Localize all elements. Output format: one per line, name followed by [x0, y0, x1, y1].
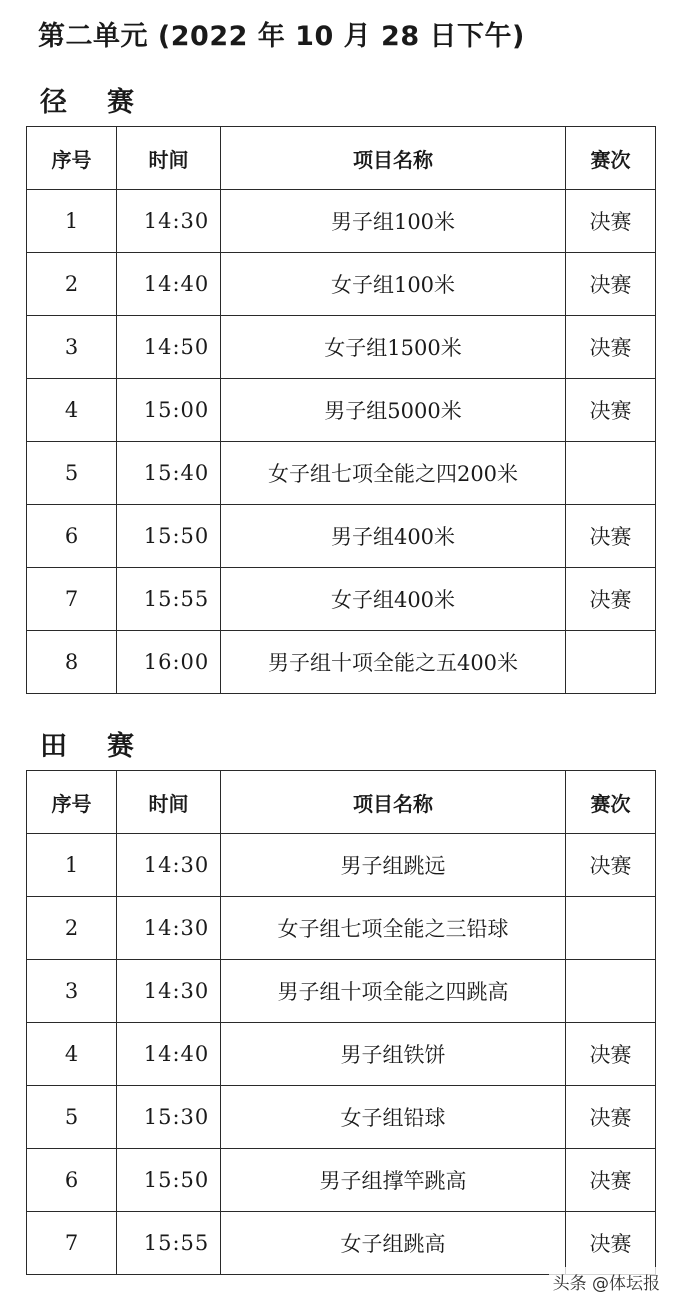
cell-seq: 1 [27, 190, 117, 253]
track-section-title: 径赛 [40, 87, 174, 118]
header-event-name: 项目名称 [221, 127, 566, 190]
field-section-title: 田赛 [40, 731, 174, 762]
cell-event-name: 女子组1500米 [221, 316, 566, 379]
table-row [27, 190, 656, 253]
cell-seq: 4 [27, 1023, 117, 1086]
table-row [27, 834, 656, 897]
table-header-row [27, 771, 656, 834]
cell-round: 决赛 [566, 253, 656, 316]
table-row [27, 897, 656, 960]
field-schedule-table [26, 770, 656, 1275]
table-row [27, 631, 656, 694]
cell-seq: 6 [27, 505, 117, 568]
cell-event-name: 男子组跳远 [221, 834, 566, 897]
cell-round: 决赛 [566, 190, 656, 253]
cell-event-name: 男子组铁饼 [221, 1023, 566, 1086]
cell-event-name: 女子组七项全能之四200米 [221, 442, 566, 505]
header-seq: 序号 [27, 127, 117, 190]
cell-round [566, 631, 656, 694]
table-header-row [27, 127, 656, 190]
table-row [27, 568, 656, 631]
cell-round: 决赛 [566, 1023, 656, 1086]
cell-time: 15:40 [117, 442, 221, 505]
cell-seq: 2 [27, 897, 117, 960]
cell-time: 14:50 [117, 316, 221, 379]
cell-event-name: 女子组100米 [221, 253, 566, 316]
table-row [27, 316, 656, 379]
cell-round [566, 960, 656, 1023]
cell-seq: 3 [27, 960, 117, 1023]
cell-time: 14:40 [117, 253, 221, 316]
cell-seq: 1 [27, 834, 117, 897]
cell-seq: 6 [27, 1149, 117, 1212]
cell-round: 决赛 [566, 1212, 656, 1275]
track-schedule-table [26, 126, 656, 694]
cell-time: 15:55 [117, 1212, 221, 1275]
cell-time: 15:00 [117, 379, 221, 442]
cell-time: 16:00 [117, 631, 221, 694]
cell-seq: 4 [27, 379, 117, 442]
cell-seq: 7 [27, 568, 117, 631]
header-round: 赛次 [566, 771, 656, 834]
cell-event-name: 女子组跳高 [221, 1212, 566, 1275]
cell-time: 14:30 [117, 834, 221, 897]
table-row [27, 442, 656, 505]
cell-event-name: 男子组撑竿跳高 [221, 1149, 566, 1212]
table-row [27, 379, 656, 442]
cell-event-name: 男子组100米 [221, 190, 566, 253]
cell-seq: 5 [27, 1086, 117, 1149]
cell-round: 决赛 [566, 1086, 656, 1149]
cell-event-name: 男子组5000米 [221, 379, 566, 442]
table-row [27, 1212, 656, 1275]
cell-time: 14:30 [117, 960, 221, 1023]
cell-round [566, 442, 656, 505]
table-row [27, 253, 656, 316]
cell-time: 14:40 [117, 1023, 221, 1086]
cell-event-name: 女子组铅球 [221, 1086, 566, 1149]
cell-time: 15:50 [117, 1149, 221, 1212]
cell-round: 决赛 [566, 568, 656, 631]
cell-round: 决赛 [566, 316, 656, 379]
cell-seq: 3 [27, 316, 117, 379]
header-round: 赛次 [566, 127, 656, 190]
cell-round [566, 897, 656, 960]
cell-round: 决赛 [566, 1149, 656, 1212]
source-watermark: 头条 @体坛报 [549, 1267, 664, 1296]
header-time: 时间 [117, 127, 221, 190]
cell-seq: 7 [27, 1212, 117, 1275]
cell-round: 决赛 [566, 834, 656, 897]
header-seq: 序号 [27, 771, 117, 834]
cell-time: 15:55 [117, 568, 221, 631]
table-row [27, 1086, 656, 1149]
cell-event-name: 女子组七项全能之三铅球 [221, 897, 566, 960]
cell-round: 决赛 [566, 379, 656, 442]
cell-time: 15:50 [117, 505, 221, 568]
table-row [27, 1149, 656, 1212]
cell-time: 15:30 [117, 1086, 221, 1149]
cell-seq: 5 [27, 442, 117, 505]
cell-event-name: 男子组400米 [221, 505, 566, 568]
cell-event-name: 女子组400米 [221, 568, 566, 631]
table-row [27, 960, 656, 1023]
cell-round: 决赛 [566, 505, 656, 568]
cell-event-name: 男子组十项全能之五400米 [221, 631, 566, 694]
cell-seq: 8 [27, 631, 117, 694]
table-row [27, 1023, 656, 1086]
header-event-name: 项目名称 [221, 771, 566, 834]
cell-time: 14:30 [117, 190, 221, 253]
cell-time: 14:30 [117, 897, 221, 960]
table-row [27, 505, 656, 568]
header-time: 时间 [117, 771, 221, 834]
cell-seq: 2 [27, 253, 117, 316]
unit-title: 第二单元 (2022 年 10 月 28 日下午) [38, 21, 525, 52]
cell-event-name: 男子组十项全能之四跳高 [221, 960, 566, 1023]
